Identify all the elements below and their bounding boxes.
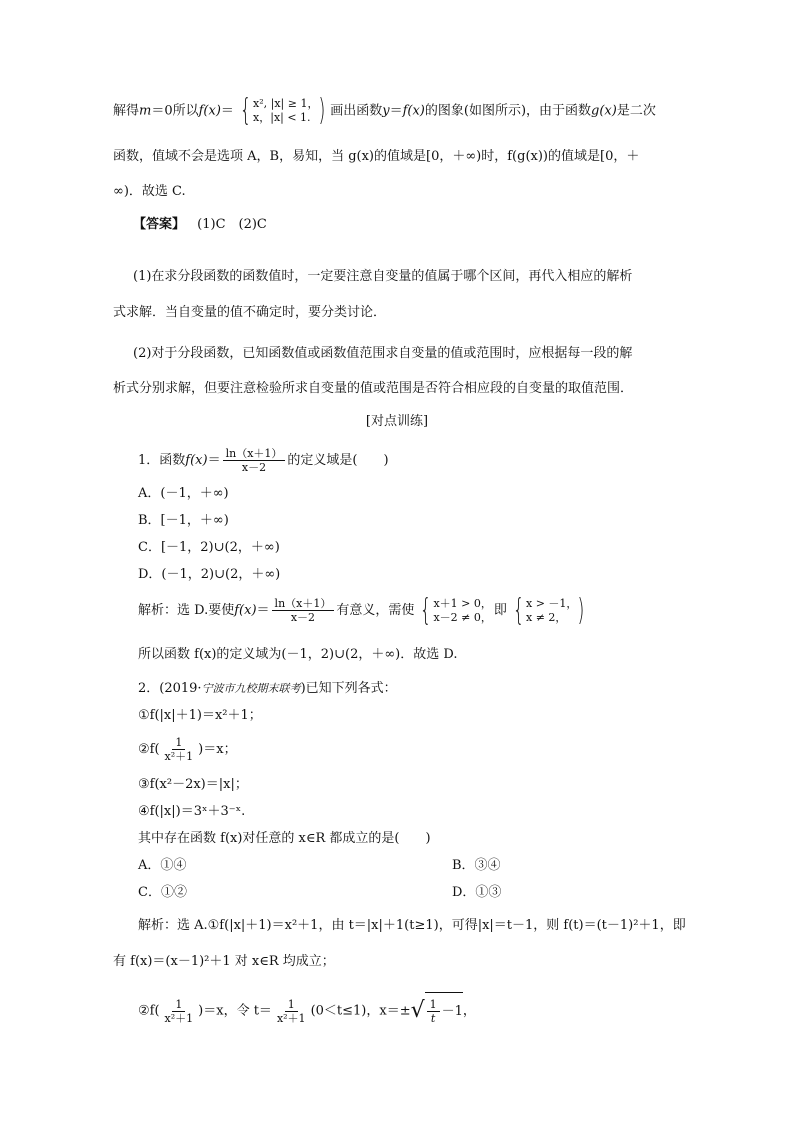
q2-item-2: ②f( $\frac{1}{\text{x²＋1}}$ )＝x；: [138, 736, 237, 763]
section-title: [对点训练]: [365, 414, 429, 429]
domain-fraction: $\frac{\ln(x+1)}{x-2}$: [223, 447, 286, 474]
q2-option-b: B．③④: [452, 858, 501, 873]
sqrt-fraction: $\frac{1}{t}$: [427, 998, 440, 1025]
q1-option-b: B．[－1，＋∞): [138, 513, 229, 528]
question-source: 宁波市九校期末联考: [201, 682, 301, 695]
note-2b: 析式分别求解，但要注意检验所求自变量的值或范围是否符合相应段的自变量的取值范围．: [113, 381, 634, 396]
q2-option-c: C．①②: [138, 885, 187, 900]
q1-option-c: C．[－1，2)∪(2，＋∞): [138, 540, 280, 555]
q1-solution: 解析：选 D.要使f(x)＝ $\frac{\ln(x+1)}{x-2}$ 有意义，需使 { x＋1 > 0， x－2 ≠ 0， 即 { x > －1， x ≠ 2， ): [138, 594, 589, 628]
item2-fraction: $\frac{1}{\text{x²＋1}}$: [164, 736, 194, 763]
solution-line-1: 解得m＝0所以f(x)＝ { x², |x| ≥ 1， x，|x| < 1. ) 画出函数y＝f(x)的图象(如图所示)，由于函数g(x)是二次: [113, 93, 656, 128]
question-1: 1．函数f(x)＝ $\frac{\ln(x+1)}{x-2}$ 的定义域是( ): [138, 447, 389, 474]
solution-line-2: 函数，值域不会是选项 A，B，易知，当 g(x)的值域是[0，＋∞)时，f(g(x))的值域是[0，＋: [113, 149, 640, 164]
note-2a: (2)对于分段函数，已知函数值或函数值范围求自变量的值或范围时，应根据每一段的解: [133, 346, 633, 361]
q2-item-4: ④f(|x|)＝3ˣ＋3⁻ˣ.: [138, 804, 246, 819]
answer-line: [133, 216, 267, 234]
note-1a: (1)在求分段函数的函数值时，一定要注意自变量的值属于哪个区间，再代入相应的解析: [133, 269, 633, 284]
sqrt-expression: √ $\frac{1}{t}$ －1: [411, 992, 463, 1030]
q1-option-a: A．(－1，＋∞): [138, 486, 229, 501]
sol3-fraction-2: $\frac{1}{\text{x²＋1}}$: [276, 997, 306, 1025]
sol3-fraction-1: $\frac{1}{\text{x²＋1}}$: [164, 997, 194, 1025]
q1-option-d: D．(－1，2)∪(2，＋∞): [138, 567, 281, 582]
inequality-system-2: { x > －1， x ≠ 2， ): [512, 592, 585, 628]
note-1b: 式求解．当自变量的值不确定时，要分类讨论．: [113, 305, 387, 320]
question-2: 2．(2019·宁波市九校期末联考)已知下列各式：: [138, 681, 397, 696]
q2-solution-1: 解析：选 A.①f(|x|＋1)＝x²＋1，由 t＝|x|＋1(t≥1)，可得|x|＝t－1，则 f(t)＝(t－1)²＋1，即: [138, 918, 686, 933]
q1-solution-end: 所以函数 f(x)的定义域为(－1，2)∪(2，＋∞)．故选 D.: [138, 647, 458, 662]
answer-label: 【答案】: [133, 217, 186, 232]
q2-option-a: A．①④: [138, 858, 187, 873]
q2-solution-3: ②f( $\frac{1}{\text{x²＋1}}$ )＝x，令 t＝ $\frac{1}{\text{x²＋1}}$ (0＜t≤1)，x＝± √ $\frac{1}{t}$ －1 ，: [138, 992, 476, 1030]
answer-text: (1)C (2)C: [197, 217, 267, 232]
q2-solution-2: 有 f(x)＝(x－1)²＋1 对 x∈R 均成立；: [113, 954, 335, 969]
inequality-system-1: { x＋1 > 0， x－2 ≠ 0，: [420, 592, 492, 628]
piecewise-system: { x², |x| ≥ 1， x，|x| < 1. ): [239, 93, 326, 128]
q2-option-d: D．①③: [452, 885, 502, 900]
solution-fraction: $\frac{\ln(x+1)}{x-2}$: [272, 597, 335, 624]
solution-line-3: ∞)．故选 C.: [113, 184, 186, 199]
q2-item-3: ③f(x²－2x)＝|x|；: [138, 777, 248, 792]
q2-question: 其中存在函数 f(x)对任意的 x∈R 都成立的是( ): [138, 831, 431, 846]
q2-item-1: ①f(|x|＋1)＝x²＋1；: [138, 708, 262, 723]
